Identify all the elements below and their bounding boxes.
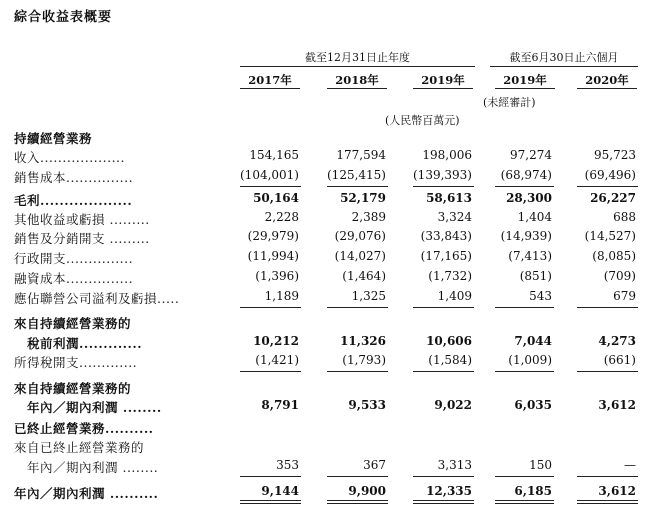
subtotal-rule: [327, 476, 388, 477]
cell-2019-h1: 150: [529, 458, 552, 472]
row-label: 年內／期內利潤 ........: [14, 460, 159, 475]
cell-2020-h1: 26,227: [590, 191, 636, 205]
cell-2020-h1: (8,085): [592, 249, 636, 263]
cell-2020-h1: (69,496): [584, 168, 636, 182]
subtotal-rule: [240, 476, 301, 477]
cell-2018: (14,027): [334, 249, 386, 263]
unaudited-note: (未經審計): [483, 96, 536, 109]
cell-2020-h1: 3,612: [598, 398, 636, 412]
row-label: 稅前利潤.............: [14, 336, 143, 351]
row-label: 持續經營業務: [14, 131, 93, 146]
cell-2019: (33,843): [420, 229, 472, 243]
subtotal-rule: [413, 371, 474, 372]
cell-2018: 9,533: [348, 398, 386, 412]
cell-2017: 2,228: [264, 210, 299, 224]
total-double-rule: [413, 500, 474, 504]
cell-2019-h1: 6,035: [514, 398, 552, 412]
cell-2018: 367: [363, 458, 386, 472]
subtotal-rule: [495, 186, 554, 187]
cell-2017: 8,791: [261, 398, 299, 412]
year-rule: [495, 88, 555, 89]
year-2017: 2017年: [248, 73, 292, 87]
cell-2019-h1: (1,009): [508, 353, 552, 367]
cell-2019: (1,584): [428, 353, 472, 367]
cell-2018: 177,594: [336, 148, 386, 162]
subtotal-rule: [577, 186, 638, 187]
cell-2019-h1: 97,274: [510, 148, 552, 162]
cell-2019: 3,324: [437, 210, 472, 224]
cell-2019: 3,313: [437, 458, 472, 472]
cell-2017: (104,001): [240, 168, 299, 182]
total-double-rule: [327, 500, 388, 504]
year-2020-h1: 2020年: [585, 73, 629, 87]
row-label: 收入...................: [14, 150, 125, 165]
cell-2019-h1: 1,404: [517, 210, 552, 224]
cell-2018: 2,389: [351, 210, 386, 224]
subtotal-rule: [413, 186, 474, 187]
cell-2017: (1,396): [255, 269, 299, 283]
cell-2019: 1,409: [437, 289, 472, 303]
cell-2019-h1: 28,300: [506, 191, 552, 205]
subtotal-rule: [495, 371, 554, 372]
row-label: 來自持續經營業務的: [14, 381, 132, 396]
currency-note: (人民幣百萬元): [385, 114, 460, 127]
cell-2018: (1,464): [342, 269, 386, 283]
row-label: 應佔聯營公司溢利及虧損.....: [14, 291, 180, 306]
subtotal-rule: [240, 307, 301, 308]
row-label: 已終止經營業務..........: [14, 421, 154, 436]
cell-2020-h1: 4,273: [598, 334, 636, 348]
header-six-months: 截至6月30日止六個月: [509, 51, 619, 64]
subtotal-rule: [240, 371, 301, 372]
subtotal-rule: [495, 307, 554, 308]
row-label: 所得稅開支.............: [14, 355, 138, 370]
subtotal-rule: [327, 371, 388, 372]
subtotal-rule: [240, 186, 301, 187]
header-six-months-rule: [490, 66, 638, 67]
cell-2020-h1: 688: [613, 210, 636, 224]
cell-2019-h1: (7,413): [508, 249, 552, 263]
row-label: 來自持續經營業務的: [14, 316, 132, 331]
cell-2017: 1,189: [264, 289, 299, 303]
page-title: 綜合收益表概要: [14, 10, 113, 25]
subtotal-rule: [327, 186, 388, 187]
cell-2018: 9,900: [348, 484, 386, 498]
year-rule: [240, 88, 300, 89]
cell-2017: 50,164: [253, 191, 299, 205]
year-rule: [577, 88, 637, 89]
cell-2018: 1,325: [351, 289, 386, 303]
row-label: 行政開支...............: [14, 251, 134, 266]
subtotal-rule: [577, 476, 638, 477]
subtotal-rule: [413, 476, 474, 477]
subtotal-rule: [577, 307, 638, 308]
total-double-rule: [577, 500, 638, 504]
cell-2019: 9,022: [434, 398, 472, 412]
row-label: 融資成本...............: [14, 271, 134, 286]
cell-2019-h1: (68,974): [500, 168, 552, 182]
cell-2019: 10,606: [426, 334, 472, 348]
cell-2019-h1: 7,044: [514, 334, 552, 348]
year-rule: [413, 88, 473, 89]
year-2019-h1: 2019年: [503, 73, 547, 87]
cell-2020-h1: (709): [603, 269, 636, 283]
cell-2020-h1: 95,723: [594, 148, 636, 162]
subtotal-rule: [413, 307, 474, 308]
cell-2018: 11,326: [340, 334, 386, 348]
subtotal-rule: [327, 307, 388, 308]
cell-2019-h1: (851): [519, 269, 552, 283]
subtotal-rule: [577, 371, 638, 372]
cell-2019: 12,335: [426, 484, 472, 498]
row-label: 毛利...................: [14, 193, 133, 208]
cell-2018: (125,415): [327, 168, 386, 182]
cell-2020-h1: (661): [603, 353, 636, 367]
cell-2017: (11,994): [247, 249, 299, 263]
row-label: 年內／期內利潤 ..........: [14, 486, 159, 501]
cell-2017: 10,212: [253, 334, 299, 348]
cell-2020-h1: 679: [613, 289, 636, 303]
cell-2017: (1,421): [255, 353, 299, 367]
header-year-end-rule: [240, 66, 475, 67]
cell-2017: 154,165: [249, 148, 299, 162]
total-double-rule: [495, 500, 554, 504]
cell-2019: (17,165): [420, 249, 472, 263]
row-label: 來自已終止經營業務的: [14, 440, 145, 455]
row-label: 銷售成本...............: [14, 170, 134, 185]
cell-2019-h1: 6,185: [514, 484, 552, 498]
cell-2020-h1: (14,527): [584, 229, 636, 243]
total-double-rule: [240, 500, 301, 504]
header-year-end: 截至12月31日止年度: [305, 51, 410, 64]
cell-2018: 52,179: [340, 191, 386, 205]
cell-2020-h1: 3,612: [598, 484, 636, 498]
cell-2019: 198,006: [422, 148, 472, 162]
year-2018: 2018年: [335, 73, 379, 87]
cell-2017: 9,144: [261, 484, 299, 498]
subtotal-rule: [495, 476, 554, 477]
cell-2017: 353: [276, 458, 299, 472]
cell-2020-h1: —: [624, 458, 636, 472]
cell-2018: (29,076): [334, 229, 386, 243]
row-label: 銷售及分銷開支 .........: [14, 231, 150, 246]
year-rule: [327, 88, 387, 89]
cell-2018: (1,793): [342, 353, 386, 367]
cell-2019: 58,613: [426, 191, 472, 205]
cell-2017: (29,979): [247, 229, 299, 243]
cell-2019: (1,732): [428, 269, 472, 283]
cell-2019-h1: 543: [529, 289, 552, 303]
row-label: 其他收益或虧損 .........: [14, 212, 150, 227]
row-label: 年內／期內利潤 ........: [14, 400, 162, 415]
cell-2019: (139,393): [413, 168, 472, 182]
year-2019: 2019年: [421, 73, 465, 87]
cell-2019-h1: (14,939): [500, 229, 552, 243]
